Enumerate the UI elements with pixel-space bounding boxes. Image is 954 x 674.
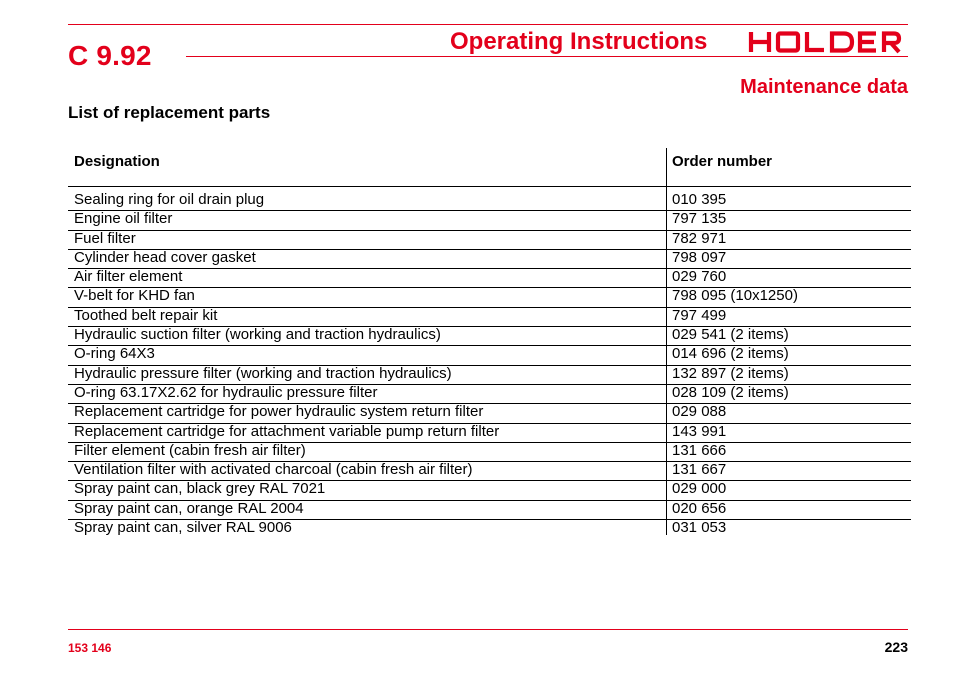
- table-row: [68, 385, 911, 404]
- part-designation: Fuel filter: [74, 229, 136, 247]
- part-order-number: 010 395: [672, 191, 727, 208]
- part-order-number: 029 088: [672, 403, 727, 421]
- table-row: [68, 231, 911, 250]
- table-row: [68, 443, 911, 462]
- holder-logo: [748, 30, 902, 54]
- part-designation: O-ring 64X3: [74, 345, 155, 363]
- part-designation: O-ring 63.17X2.62 for hydraulic pressure filter: [74, 383, 378, 401]
- table-row: [68, 327, 911, 346]
- list-title: List of replacement parts: [68, 103, 271, 122]
- page-number: 223: [884, 639, 908, 655]
- part-designation: Spray paint can, orange RAL 2004: [74, 499, 304, 517]
- header-top-rule: [68, 24, 908, 25]
- table-row: [68, 269, 911, 288]
- part-order-number: 782 971: [672, 229, 727, 247]
- table-row: [68, 192, 911, 211]
- table-header-rule: [68, 186, 911, 187]
- part-order-number: 028 109 (2 items): [672, 383, 789, 401]
- table-row: [68, 481, 911, 500]
- part-designation: Spray paint can, silver RAL 9006: [74, 519, 292, 537]
- column-header-order-number: Order number: [672, 153, 773, 170]
- part-designation: Replacement cartridge for power hydraulic system return filter: [74, 403, 484, 421]
- table-row: [68, 424, 911, 443]
- table-row: [68, 308, 911, 327]
- part-order-number: 031 053: [672, 519, 727, 537]
- part-order-number: 797 135: [672, 210, 727, 228]
- table-row: [68, 462, 911, 481]
- table-row: [68, 520, 911, 539]
- part-designation: Engine oil filter: [74, 210, 173, 228]
- part-order-number: 131 666: [672, 441, 727, 459]
- document-number: 153 146: [68, 641, 112, 655]
- part-order-number: 014 696 (2 items): [672, 345, 789, 363]
- part-order-number: 131 667: [672, 461, 727, 479]
- footer-rule: [68, 629, 908, 630]
- part-order-number: 029 760: [672, 268, 727, 286]
- part-designation: V-belt for KHD fan: [74, 287, 195, 305]
- part-designation: Ventilation filter with activated charcoal (cabin fresh air filter): [74, 461, 473, 479]
- part-order-number: 797 499: [672, 306, 727, 324]
- replacement-parts-table: [68, 148, 911, 535]
- table-row: [68, 404, 911, 423]
- part-designation: Hydraulic pressure filter (working and traction hydraulics): [74, 364, 452, 382]
- part-designation: Filter element (cabin fresh air filter): [74, 441, 306, 459]
- part-order-number: 798 095 (10x1250): [672, 287, 798, 305]
- table-row: [68, 250, 911, 269]
- document-title: Operating Instructions: [450, 28, 708, 55]
- section-title: Maintenance data: [740, 76, 908, 98]
- table-row: [68, 211, 911, 230]
- table-row: [68, 501, 911, 520]
- model-number: C 9.92: [68, 40, 152, 71]
- part-order-number: 132 897 (2 items): [672, 364, 789, 382]
- part-order-number: 798 097: [672, 248, 727, 266]
- table-body: [68, 192, 911, 539]
- header-divider-rule: [186, 56, 908, 57]
- table-row: [68, 366, 911, 385]
- part-designation: Spray paint can, black grey RAL 7021: [74, 480, 326, 498]
- column-header-designation: Designation: [74, 153, 160, 170]
- table-row: [68, 346, 911, 365]
- part-order-number: 029 000: [672, 480, 727, 498]
- part-order-number: 020 656: [672, 499, 727, 517]
- part-designation: Toothed belt repair kit: [74, 306, 218, 324]
- part-designation: Hydraulic suction filter (working and traction hydraulics): [74, 326, 441, 344]
- part-order-number: 029 541 (2 items): [672, 326, 789, 344]
- part-designation: Sealing ring for oil drain plug: [74, 191, 265, 208]
- part-designation: Cylinder head cover gasket: [74, 248, 256, 266]
- part-designation: Replacement cartridge for attachment variable pump return filter: [74, 422, 500, 440]
- part-order-number: 143 991: [672, 422, 727, 440]
- part-designation: Air filter element: [74, 268, 183, 286]
- table-row: [68, 288, 911, 307]
